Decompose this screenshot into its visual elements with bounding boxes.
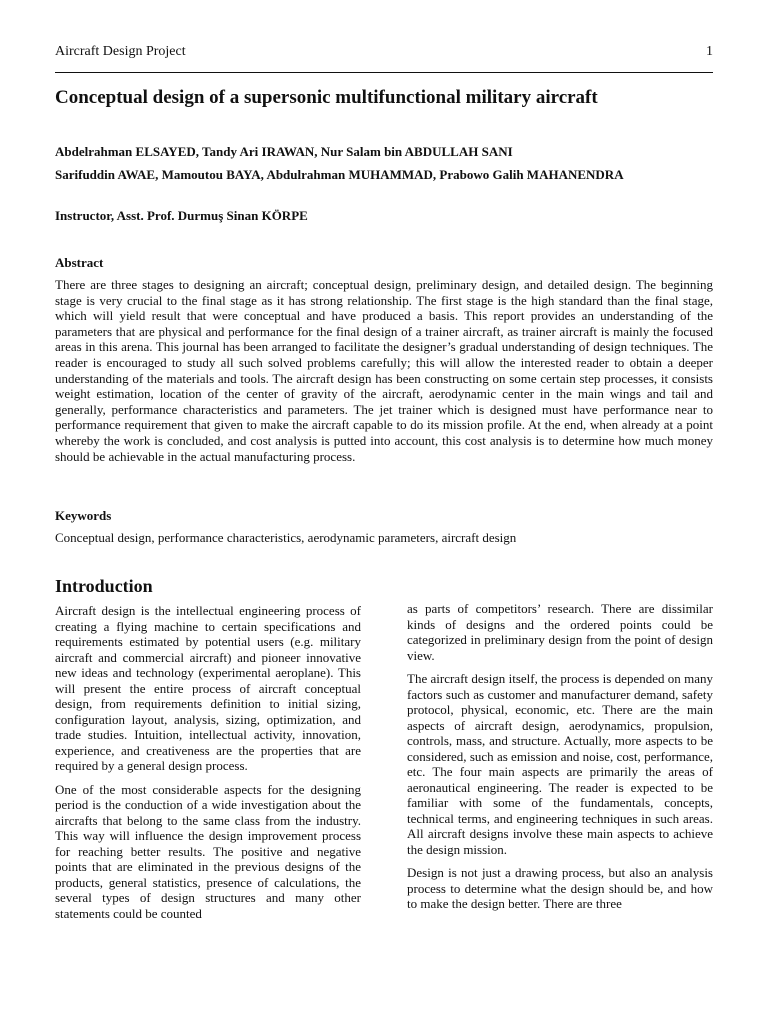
- keywords-text: Conceptual design, performance characteristics, aerodynamic parameters, aircraft design: [55, 530, 517, 545]
- keywords-heading: Keywords: [55, 508, 112, 523]
- authors-line-1: Abdelrahman ELSAYED, Tandy Ari IRAWAN, Nur Salam bin ABDULLAH SANI: [55, 144, 513, 159]
- header-rule: [55, 72, 713, 73]
- intro-right-column: [407, 601, 713, 920]
- page-number: 1: [706, 44, 713, 59]
- paper-title: Conceptual design of a supersonic multifunctional military aircraft: [55, 87, 598, 108]
- abstract-heading: Abstract: [55, 255, 104, 270]
- running-header: [55, 42, 713, 64]
- authors-line-2: Sarifuddin AWAE, Mamoutou BAYA, Abdulrahman MUHAMMAD, Prabowo Galih MAHANENDRA: [55, 167, 624, 182]
- intro-paragraph: as parts of competitors’ research. There are dissimilar kinds of designs and the ordered points could be categorized in preliminary design from the point of design view.: [407, 601, 713, 663]
- intro-paragraph: One of the most considerable aspects for the designing period is the conduction of a wide investigation about the aircrafts that belong to the same class from the industry. This way will influence the design improvement process for reaching better results. The positive and negative points that are eliminated in the previous designs of the products, general statistics, presence of calculations, the several types of design structures and many other statements could be counted: [55, 781, 361, 921]
- introduction-heading: Introduction: [55, 576, 153, 596]
- intro-left-column: [55, 603, 361, 929]
- project-title: Aircraft Design Project: [55, 44, 186, 59]
- intro-paragraph: Design is not just a drawing process, but also an analysis process to determine what the design should be, and how to make the design better. There are three: [407, 865, 713, 911]
- intro-paragraph: Aircraft design is the intellectual engineering process of creating a flying machine to certain specifications and requirements estimated by potential users (e.g. military aircraft and commercial aircraft) and pioneer innovative new ideas and technology (experimental aeroplane). This will present the entire process of aircraft conceptual design, from requirements definition to initial sizing, configuration layout, analysis, sizing, optimization, and trade studies. Intuition, intellectual activity, innovation, experience, and creativeness are the properties that are required by a general design process.: [55, 603, 361, 773]
- author-list: [55, 140, 715, 186]
- instructor-line: Instructor, Asst. Prof. Durmuş Sinan KÖRPE: [55, 208, 308, 223]
- abstract-text: There are three stages to designing an aircraft; conceptual design, preliminary design, and detailed design. The beginning stage is very crucial to the final stage as it has strong relationship. The first stage is the high standard than the final stage, which will yield result that were conceptual and have produced a basis. This report provides an understanding of the parameters that are physical and performance for the final design of a trainer aircraft, as trainer aircraft is mainly the focused areas in this arena. This journal has been arranged to facilitate the designer’s gradual understanding of design techniques. The reader is encouraged to study all such solved problems carefully; this will allow the interested reader to obtain a deeper understanding of the materials and tools. The aircraft design has been constructing on some certain step processes, it consists weight estimation, location of the center of gravity of the aircraft, aerodynamic center in the main wings and tail and generally, performance characteristics and parameters. The jet trainer which is designed must have performance near to performance requirement that given to make the aircraft capable to do its mission profile. At the end, when already at a point whereby the work is concluded, and cost analysis is putted into account, this cost analysis is to determine how much money should be achievable in the actual manufacturing process.: [55, 277, 713, 464]
- intro-paragraph: The aircraft design itself, the process is depended on many factors such as customer and manufacturer demand, safety protocol, physical, economic, etc. There are the main aspects of aircraft design, aerodynamics, propulsion, controls, mass, and structure. Actually, more aspects to be considered, such as emission and noise, cost, performance, etc. The four main aspects are primarily the areas of aeronautical engineering. The reader is expected to be familiar with some of the fundamentals, concepts, technical terms, and engineering techniques in such areas. All aircraft designs involve these main aspects to achieve the design mission.: [407, 671, 713, 857]
